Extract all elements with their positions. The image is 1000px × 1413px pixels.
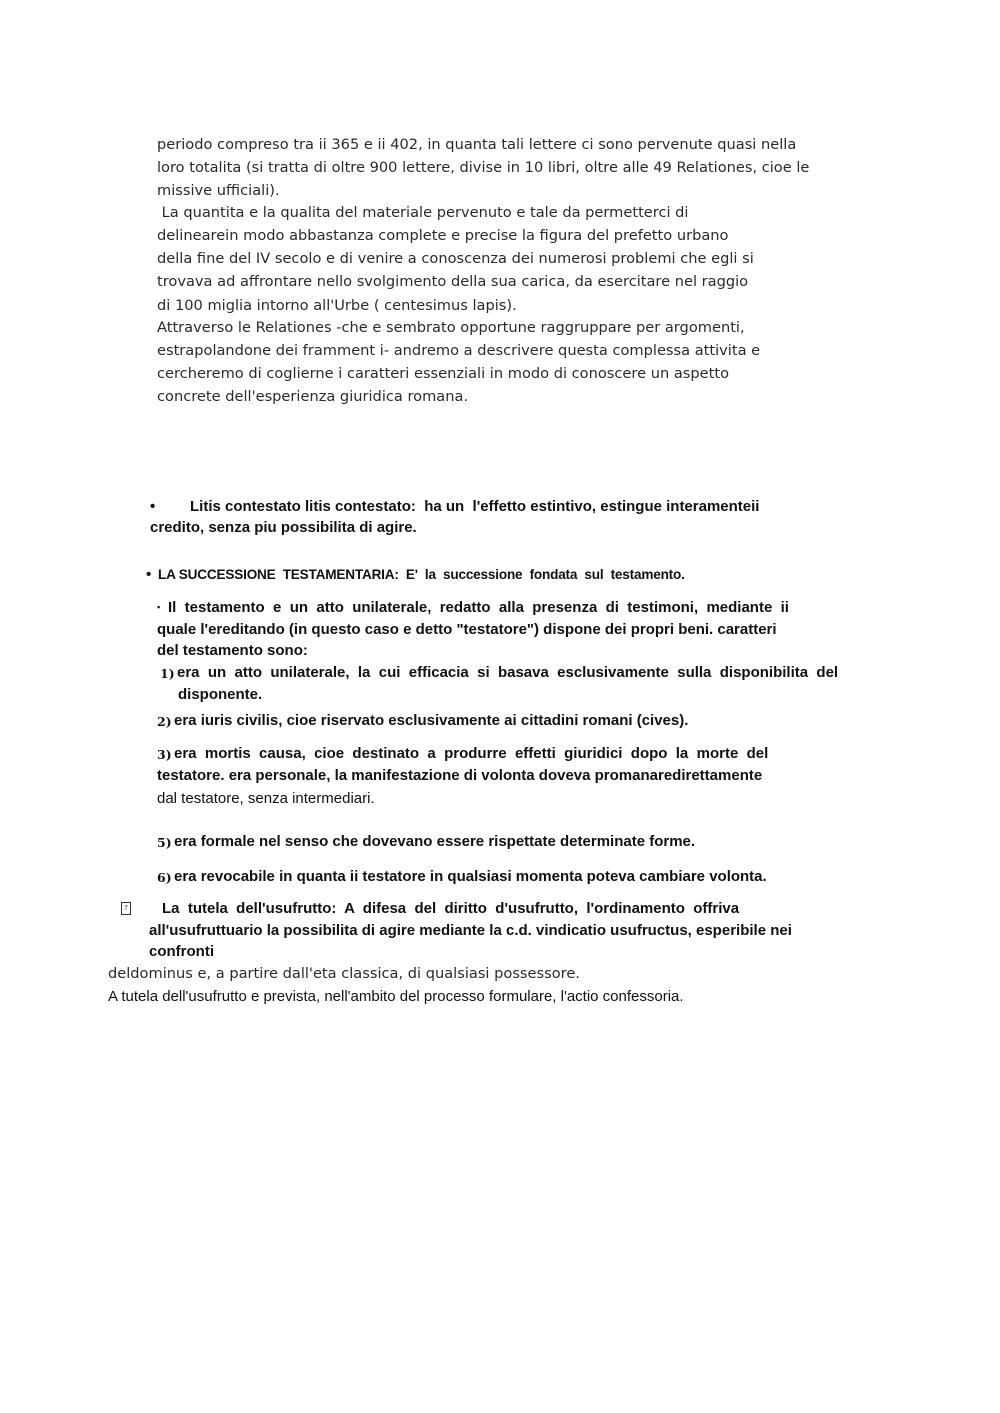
- testamento-line: Il testamento e un atto unilaterale, redatto alla presenza di testimoni, mediante ii: [168, 599, 789, 616]
- intro-line: trovava ad affrontare nello svolgimento della sua carica, da esercitare nel raggio: [157, 273, 749, 290]
- item-number: 5): [157, 835, 172, 850]
- testamento-line: quale l'ereditando (in questo caso e detto "testatore") dispone dei propri beni. caratteri: [157, 621, 777, 638]
- intro-line: missive ufficiali).: [157, 182, 280, 199]
- intro-line: estrapolandone dei framment i- andremo a descrivere questa complessa attivita e: [157, 342, 761, 359]
- tutela-line: all'usufruttuario la possibilita di agire mediante la c.d. vindicatio usufructus, esperibile nei: [149, 922, 792, 939]
- intro-line: loro totalita (si tratta di oltre 900 lettere, divise in 10 libri, oltre alle 49 Relationes, cioe le: [157, 159, 810, 176]
- intro-line: delinearein modo abbastanza complete e precise la figura del prefetto urbano: [157, 227, 729, 244]
- item-text: era un atto unilaterale, la cui efficacia si basava esclusivamente sulla disponibilita del: [177, 664, 839, 681]
- item-number: 6): [157, 870, 172, 885]
- intro-line: di 100 miglia intorno all'Urbe ( centesimus lapis).: [157, 297, 517, 314]
- item-text: era formale nel senso che dovevano essere rispettate determinate forme.: [174, 833, 696, 850]
- missing-glyph-icon: ?: [121, 902, 131, 915]
- item-text: disponente.: [178, 686, 263, 703]
- litis-line: Litis contestato litis contestato: ha un l'effetto estintivo, estingue interamenteii: [190, 498, 760, 515]
- intro-line: Attraverso le Relationes -che e sembrato opportune raggruppare per argomenti,: [157, 319, 745, 336]
- testamento-line: del testamento sono:: [157, 642, 308, 659]
- item-text: testatore. era personale, la manifestazione di volonta doveva promanaredirettamente: [157, 767, 763, 784]
- successione-bullet: •: [146, 566, 152, 583]
- intro-line: La quantita e la qualita del materiale pervenuto e tale da permetterci di: [157, 204, 689, 221]
- intro-line: concrete dell'esperienza giuridica romana.: [157, 388, 469, 405]
- tutela-line: deldominus e, a partire dall'eta classica, di qualsiasi possessore.: [108, 965, 580, 982]
- litis-bullet: •: [150, 498, 156, 515]
- item-text: era iuris civilis, cioe riservato esclusivamente ai cittadini romani (cives).: [174, 712, 689, 729]
- intro-line: della fine del IV secolo e di venire a conoscenza dei numerosi problemi che egli si: [157, 250, 754, 267]
- successione-text: LA SUCCESSIONE TESTAMENTARIA: E' la successione fondata sul testamento.: [158, 567, 685, 582]
- intro-line: cercheremo di coglierne i caratteri essenziali in modo di conoscere un aspetto: [157, 365, 729, 382]
- tutela-line: La tutela dell'usufrutto: A difesa del diritto d'usufrutto, l'ordinamento offriva: [162, 900, 740, 917]
- intro-line: periodo compreso tra ii 365 e ii 402, in quanta tali lettere ci sono pervenute quasi nella: [157, 136, 797, 153]
- litis-line: credito, senza piu possibilita di agire.: [150, 519, 417, 536]
- item-text: dal testatore, senza intermediari.: [157, 790, 375, 807]
- tutela-line: confronti: [149, 943, 214, 960]
- item-text: era revocabile in quanta ii testatore in qualsiasi momenta poteva cambiare volonta.: [174, 868, 767, 885]
- item-number: 2): [157, 714, 172, 729]
- item-number: 3): [157, 747, 172, 762]
- item-number: 1): [160, 666, 175, 681]
- testamento-bullet: ▪: [157, 602, 161, 612]
- tutela-line: A tutela dell'usufrutto e prevista, nell'ambito del processo formulare, l'actio confessoria.: [108, 988, 684, 1005]
- item-text: era mortis causa, cioe destinato a produrre effetti giuridici dopo la morte del: [174, 745, 769, 762]
